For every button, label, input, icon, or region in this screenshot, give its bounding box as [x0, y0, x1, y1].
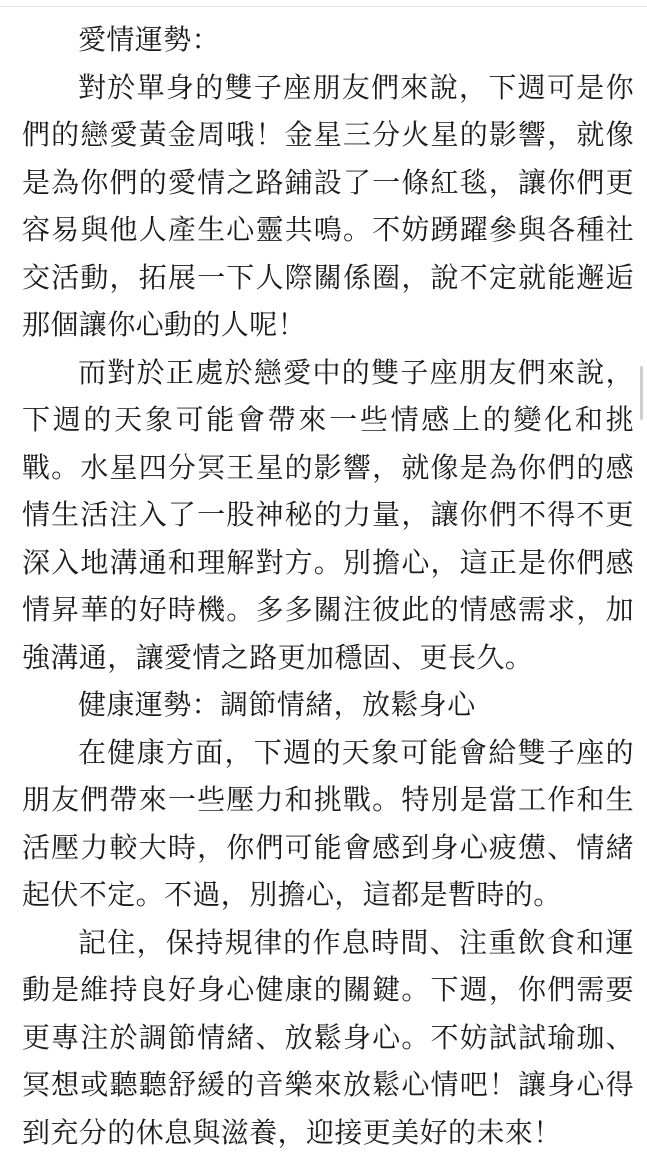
horoscope-article: [22, 16, 634, 1156]
love-couple-paragraph: 而對於正處於戀愛中的雙子座朋友們來說，下週的天象可能會帶來一些情感上的變化和挑戰。水星四分冥王星的影響，就像是為你們的感情生活注入了一股神秘的力量，讓你們不得不更深入地溝通和理解對方。別擔心，這正是你們感情昇華的好時機。多多關注彼此的情感需求，加強溝通，讓愛情之路更加穩固、更長久。: [22, 349, 634, 682]
health-fortune-heading: 健康運勢：調節情緒，放鬆身心: [22, 681, 634, 729]
love-fortune-heading: 愛情運勢：: [22, 16, 634, 64]
health-advice-paragraph: 記住，保持規律的作息時間、注重飲食和運動是維持良好身心健康的關鍵。下週，你們需要更專注於調節情緒、放鬆身心。不妨試試瑜珈、冥想或聽聽舒緩的音樂來放鬆心情吧！讓身心得到充分的休息與滋養，迎接更美好的未來！: [22, 919, 634, 1156]
health-stress-paragraph: 在健康方面，下週的天象可能會給雙子座的朋友們帶來一些壓力和挑戰。特別是當工作和生活壓力較大時，你們可能會感到身心疲憊、情緒起伏不定。不過，別擔心，這都是暫時的。: [22, 729, 634, 919]
top-divider: [0, 6, 647, 7]
scrollbar-thumb[interactable]: [640, 366, 643, 420]
love-single-paragraph: 對於單身的雙子座朋友們來說，下週可是你們的戀愛黃金周哦！金星三分火星的影響，就像是為你們的愛情之路鋪設了一條紅毯，讓你們更容易與他人產生心靈共鳴。不妨踴躍參與各種社交活動，拓展一下人際關係圈，說不定就能邂逅那個讓你心動的人呢！: [22, 64, 634, 349]
